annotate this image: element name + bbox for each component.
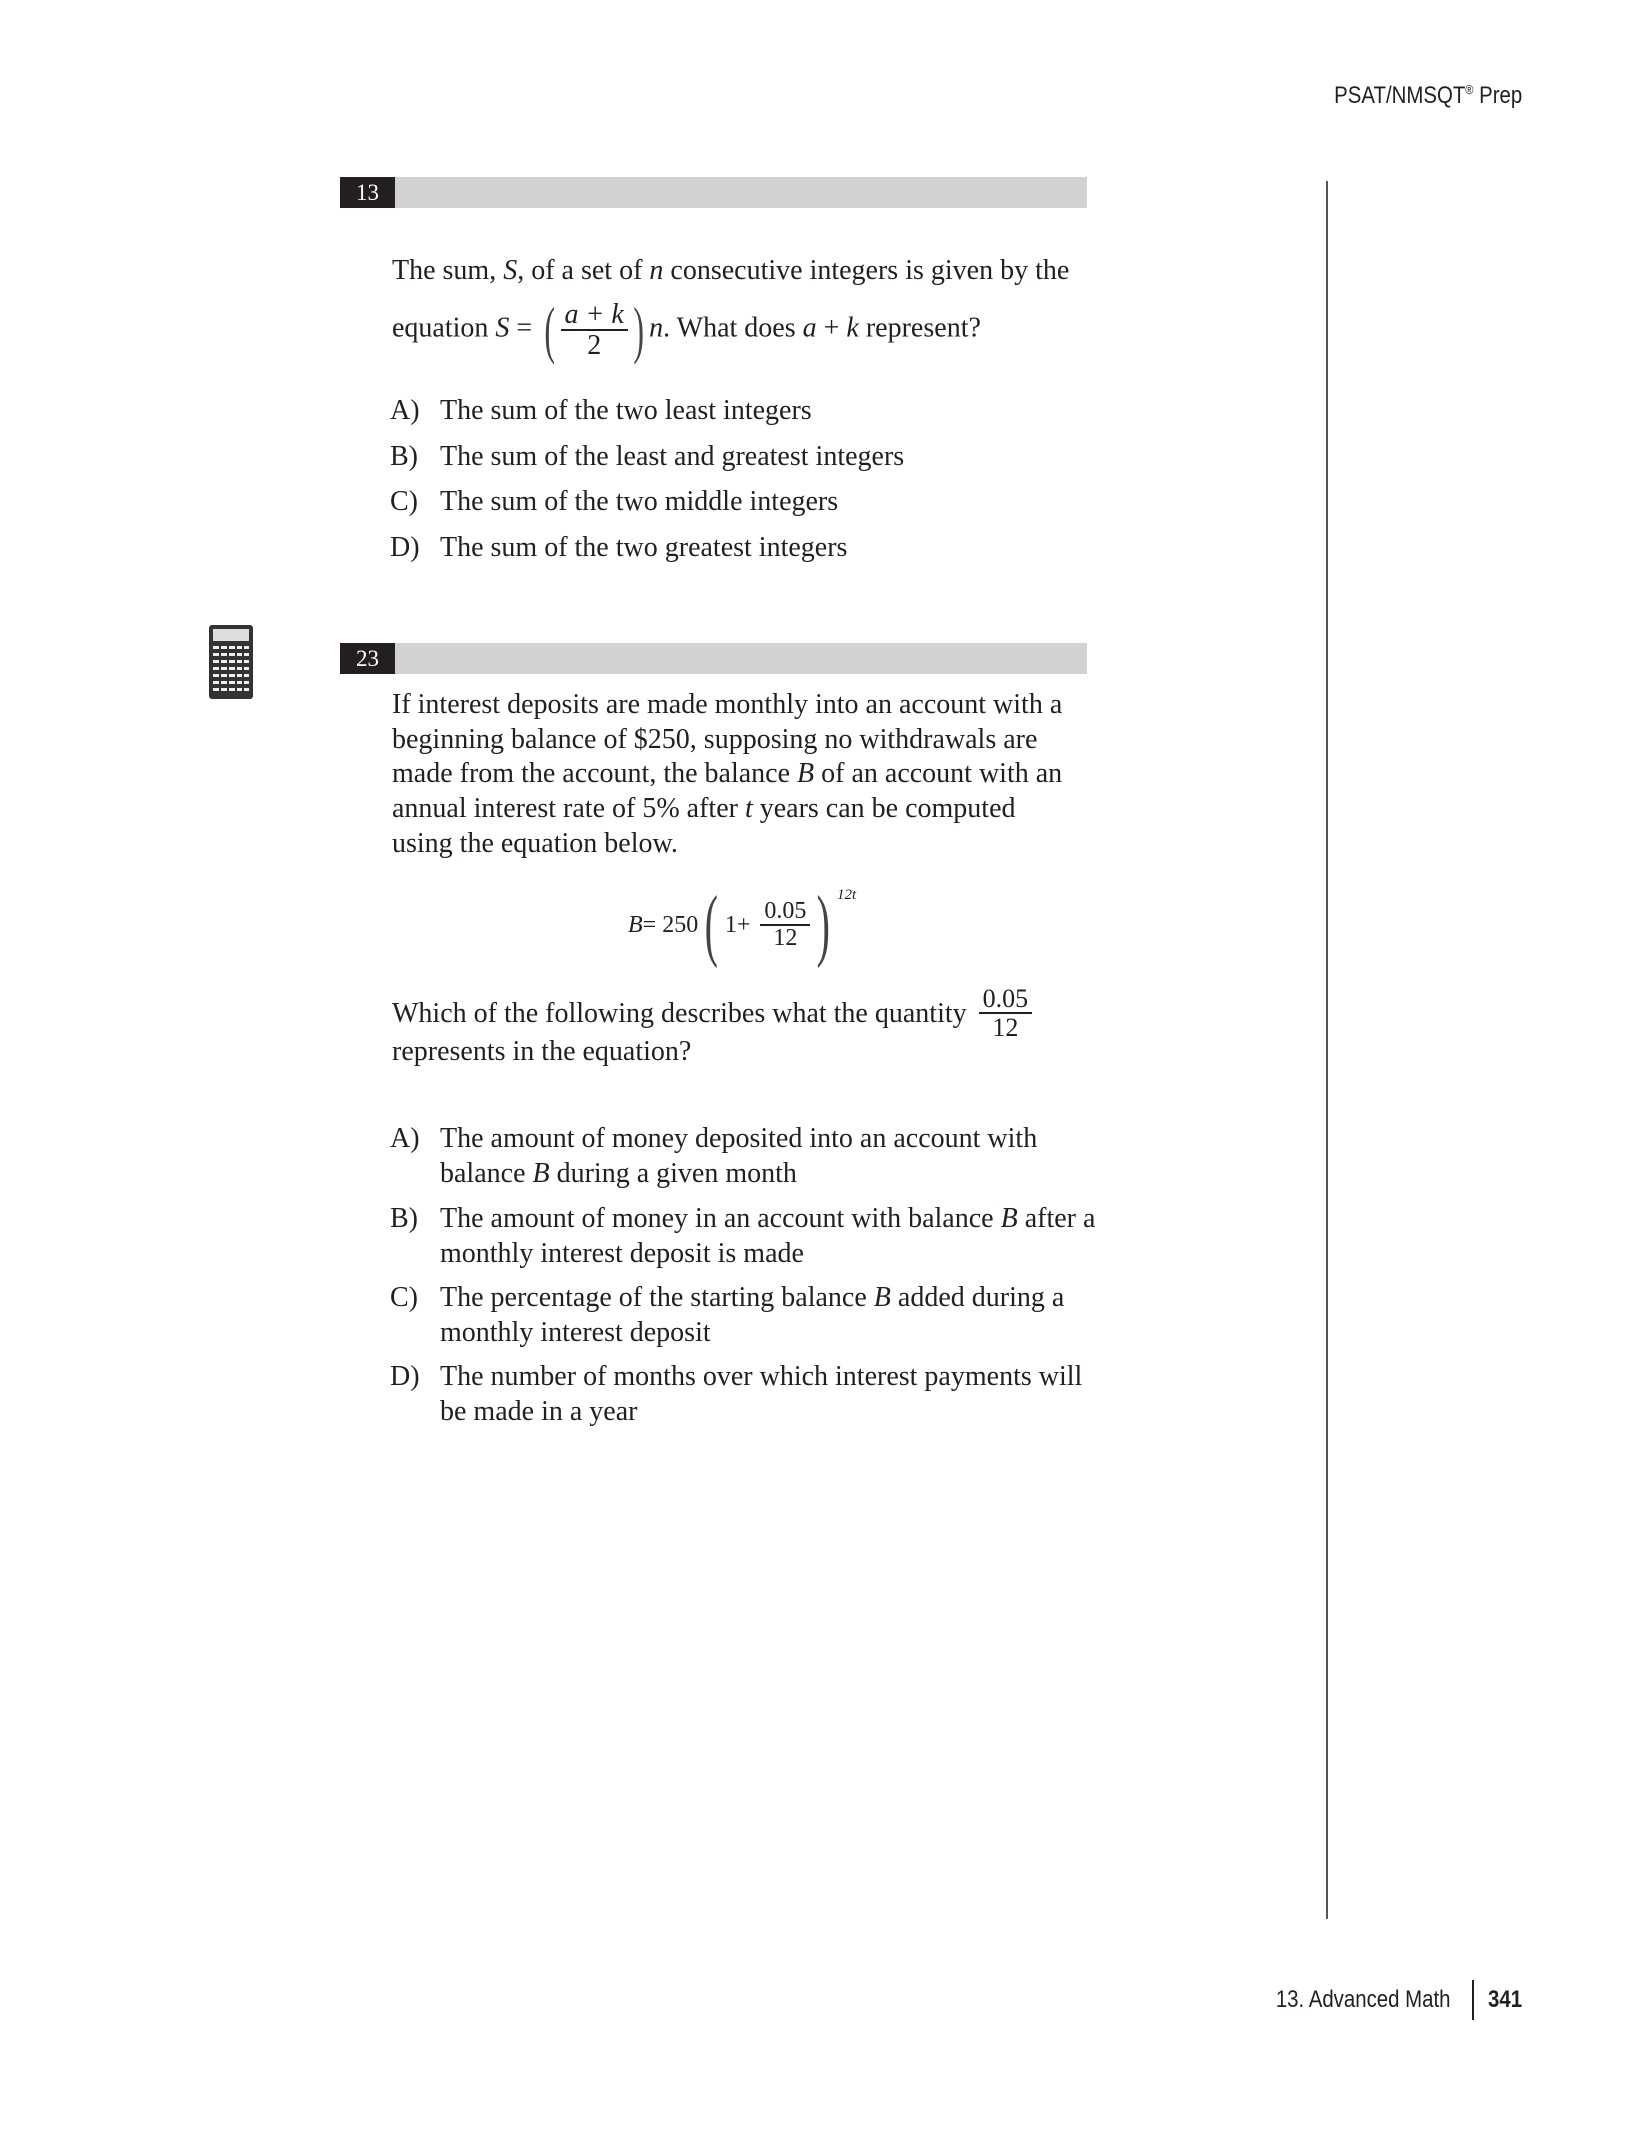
choice-letter: D) bbox=[390, 532, 420, 563]
stem-text: . What does bbox=[663, 312, 803, 344]
var: B bbox=[628, 911, 643, 938]
var: k bbox=[846, 312, 859, 344]
choice-letter: C) bbox=[390, 1282, 418, 1313]
choice-text bbox=[440, 1280, 1110, 1350]
stem-text: represents in the equation? bbox=[392, 1036, 692, 1067]
margin-divider bbox=[1326, 181, 1328, 1919]
numerator: a + k bbox=[561, 300, 628, 331]
choice-text bbox=[440, 1121, 1110, 1191]
choice-letter: A) bbox=[390, 395, 420, 426]
answer-choice-d[interactable] bbox=[390, 530, 1110, 565]
choice-text-part: The percentage of the starting balance bbox=[440, 1282, 874, 1313]
question-number: 13 bbox=[340, 177, 395, 208]
numerator: 0.05 bbox=[760, 899, 810, 926]
var: t bbox=[744, 793, 753, 825]
stem-text: , of a set of bbox=[517, 255, 650, 286]
registered-mark: ® bbox=[1465, 82, 1474, 97]
question-23-bar bbox=[340, 643, 1087, 674]
choice-letter: B) bbox=[390, 441, 418, 472]
fraction bbox=[561, 300, 628, 361]
exponent: 12t bbox=[837, 887, 857, 903]
choice-text-part: The amount of money deposited into an account with balance bbox=[440, 1123, 1038, 1189]
choice-text bbox=[440, 1201, 1110, 1271]
question-13-stem bbox=[392, 253, 1092, 288]
eq-text: 1+ bbox=[724, 911, 751, 938]
balance-equation bbox=[628, 881, 857, 969]
stem-text: If interest deposits are made monthly into an account with a beginning balance of $250, supposing no withdrawals are made from the account, the balance bbox=[392, 689, 1063, 790]
stem-text: years can be computed using the equation below. bbox=[392, 793, 1016, 859]
answer-choice-a[interactable] bbox=[390, 1121, 1110, 1191]
answer-choice-c[interactable] bbox=[390, 484, 1110, 519]
footer-divider bbox=[1472, 1980, 1474, 2020]
choice-text: The sum of the two middle integers bbox=[440, 486, 839, 517]
answer-choice-b[interactable] bbox=[390, 439, 1110, 474]
answer-choice-c[interactable] bbox=[390, 1280, 1110, 1350]
paren: ( bbox=[704, 881, 719, 969]
denominator: 2 bbox=[587, 330, 602, 361]
stem-text: consecutive integers is given by the bbox=[663, 255, 1070, 286]
var: B bbox=[797, 758, 815, 790]
question-number: 23 bbox=[340, 643, 395, 674]
answer-choice-a[interactable] bbox=[390, 393, 1110, 428]
question-13-bar bbox=[340, 177, 1087, 208]
choice-text-part: added during a monthly interest deposit bbox=[440, 1282, 1065, 1348]
choice-text bbox=[440, 1359, 1110, 1429]
paren: ) bbox=[817, 881, 831, 969]
header-suffix: Prep bbox=[1473, 82, 1522, 109]
question-23-stem bbox=[392, 688, 1082, 862]
stem-text: = bbox=[509, 312, 540, 344]
answer-choice-b[interactable] bbox=[390, 1201, 1110, 1271]
calculator-icon bbox=[208, 624, 254, 700]
stem-text: of an account with an annual interest rate of 5% after bbox=[392, 758, 1063, 825]
running-header bbox=[1334, 82, 1522, 110]
choice-text: The sum of the two greatest integers bbox=[440, 532, 848, 563]
choice-letter: A) bbox=[390, 1123, 420, 1154]
chapter-title: 13. Advanced Math bbox=[1275, 1986, 1450, 2013]
choice-text: The sum of the least and greatest integers bbox=[440, 441, 905, 472]
choice-text: The sum of the two least integers bbox=[440, 395, 812, 426]
choice-text-part: The number of months over which interest payments will be made in a year bbox=[440, 1361, 1083, 1427]
choice-letter: D) bbox=[390, 1361, 420, 1392]
var: B bbox=[532, 1158, 550, 1189]
paren: ) bbox=[633, 294, 644, 365]
fraction bbox=[760, 899, 810, 951]
choice-letter: C) bbox=[390, 486, 418, 517]
eq-text: = 250 bbox=[642, 911, 699, 938]
var: n bbox=[649, 312, 664, 344]
choice-text-part: The amount of money in an account with balance bbox=[440, 1203, 1001, 1234]
page-number: 341 bbox=[1488, 1986, 1523, 2013]
question-13-equation bbox=[392, 294, 1092, 365]
var: n bbox=[649, 255, 664, 286]
var: B bbox=[873, 1282, 891, 1313]
choice-text-part: after a monthly interest deposit is made bbox=[440, 1203, 1096, 1269]
choice-letter: B) bbox=[390, 1203, 418, 1234]
var: a bbox=[802, 312, 817, 344]
numerator: 0.05 bbox=[979, 985, 1033, 1014]
denominator: 12 bbox=[773, 925, 798, 951]
var: S bbox=[495, 312, 510, 344]
stem-text: Which of the following describes what the quantity bbox=[392, 997, 967, 1029]
denominator: 12 bbox=[992, 1013, 1019, 1043]
choice-text-part: during a given month bbox=[549, 1158, 797, 1189]
stem-text: represent? bbox=[858, 312, 981, 344]
var: S bbox=[503, 255, 518, 286]
header-title: PSAT/NMSQT bbox=[1333, 82, 1466, 109]
var: B bbox=[1000, 1203, 1018, 1234]
stem-text: equation bbox=[392, 312, 496, 344]
stem-text: + bbox=[816, 312, 847, 344]
stem-text: The sum, bbox=[392, 255, 504, 286]
paren: ( bbox=[544, 294, 556, 365]
answer-choice-d[interactable] bbox=[390, 1359, 1110, 1429]
